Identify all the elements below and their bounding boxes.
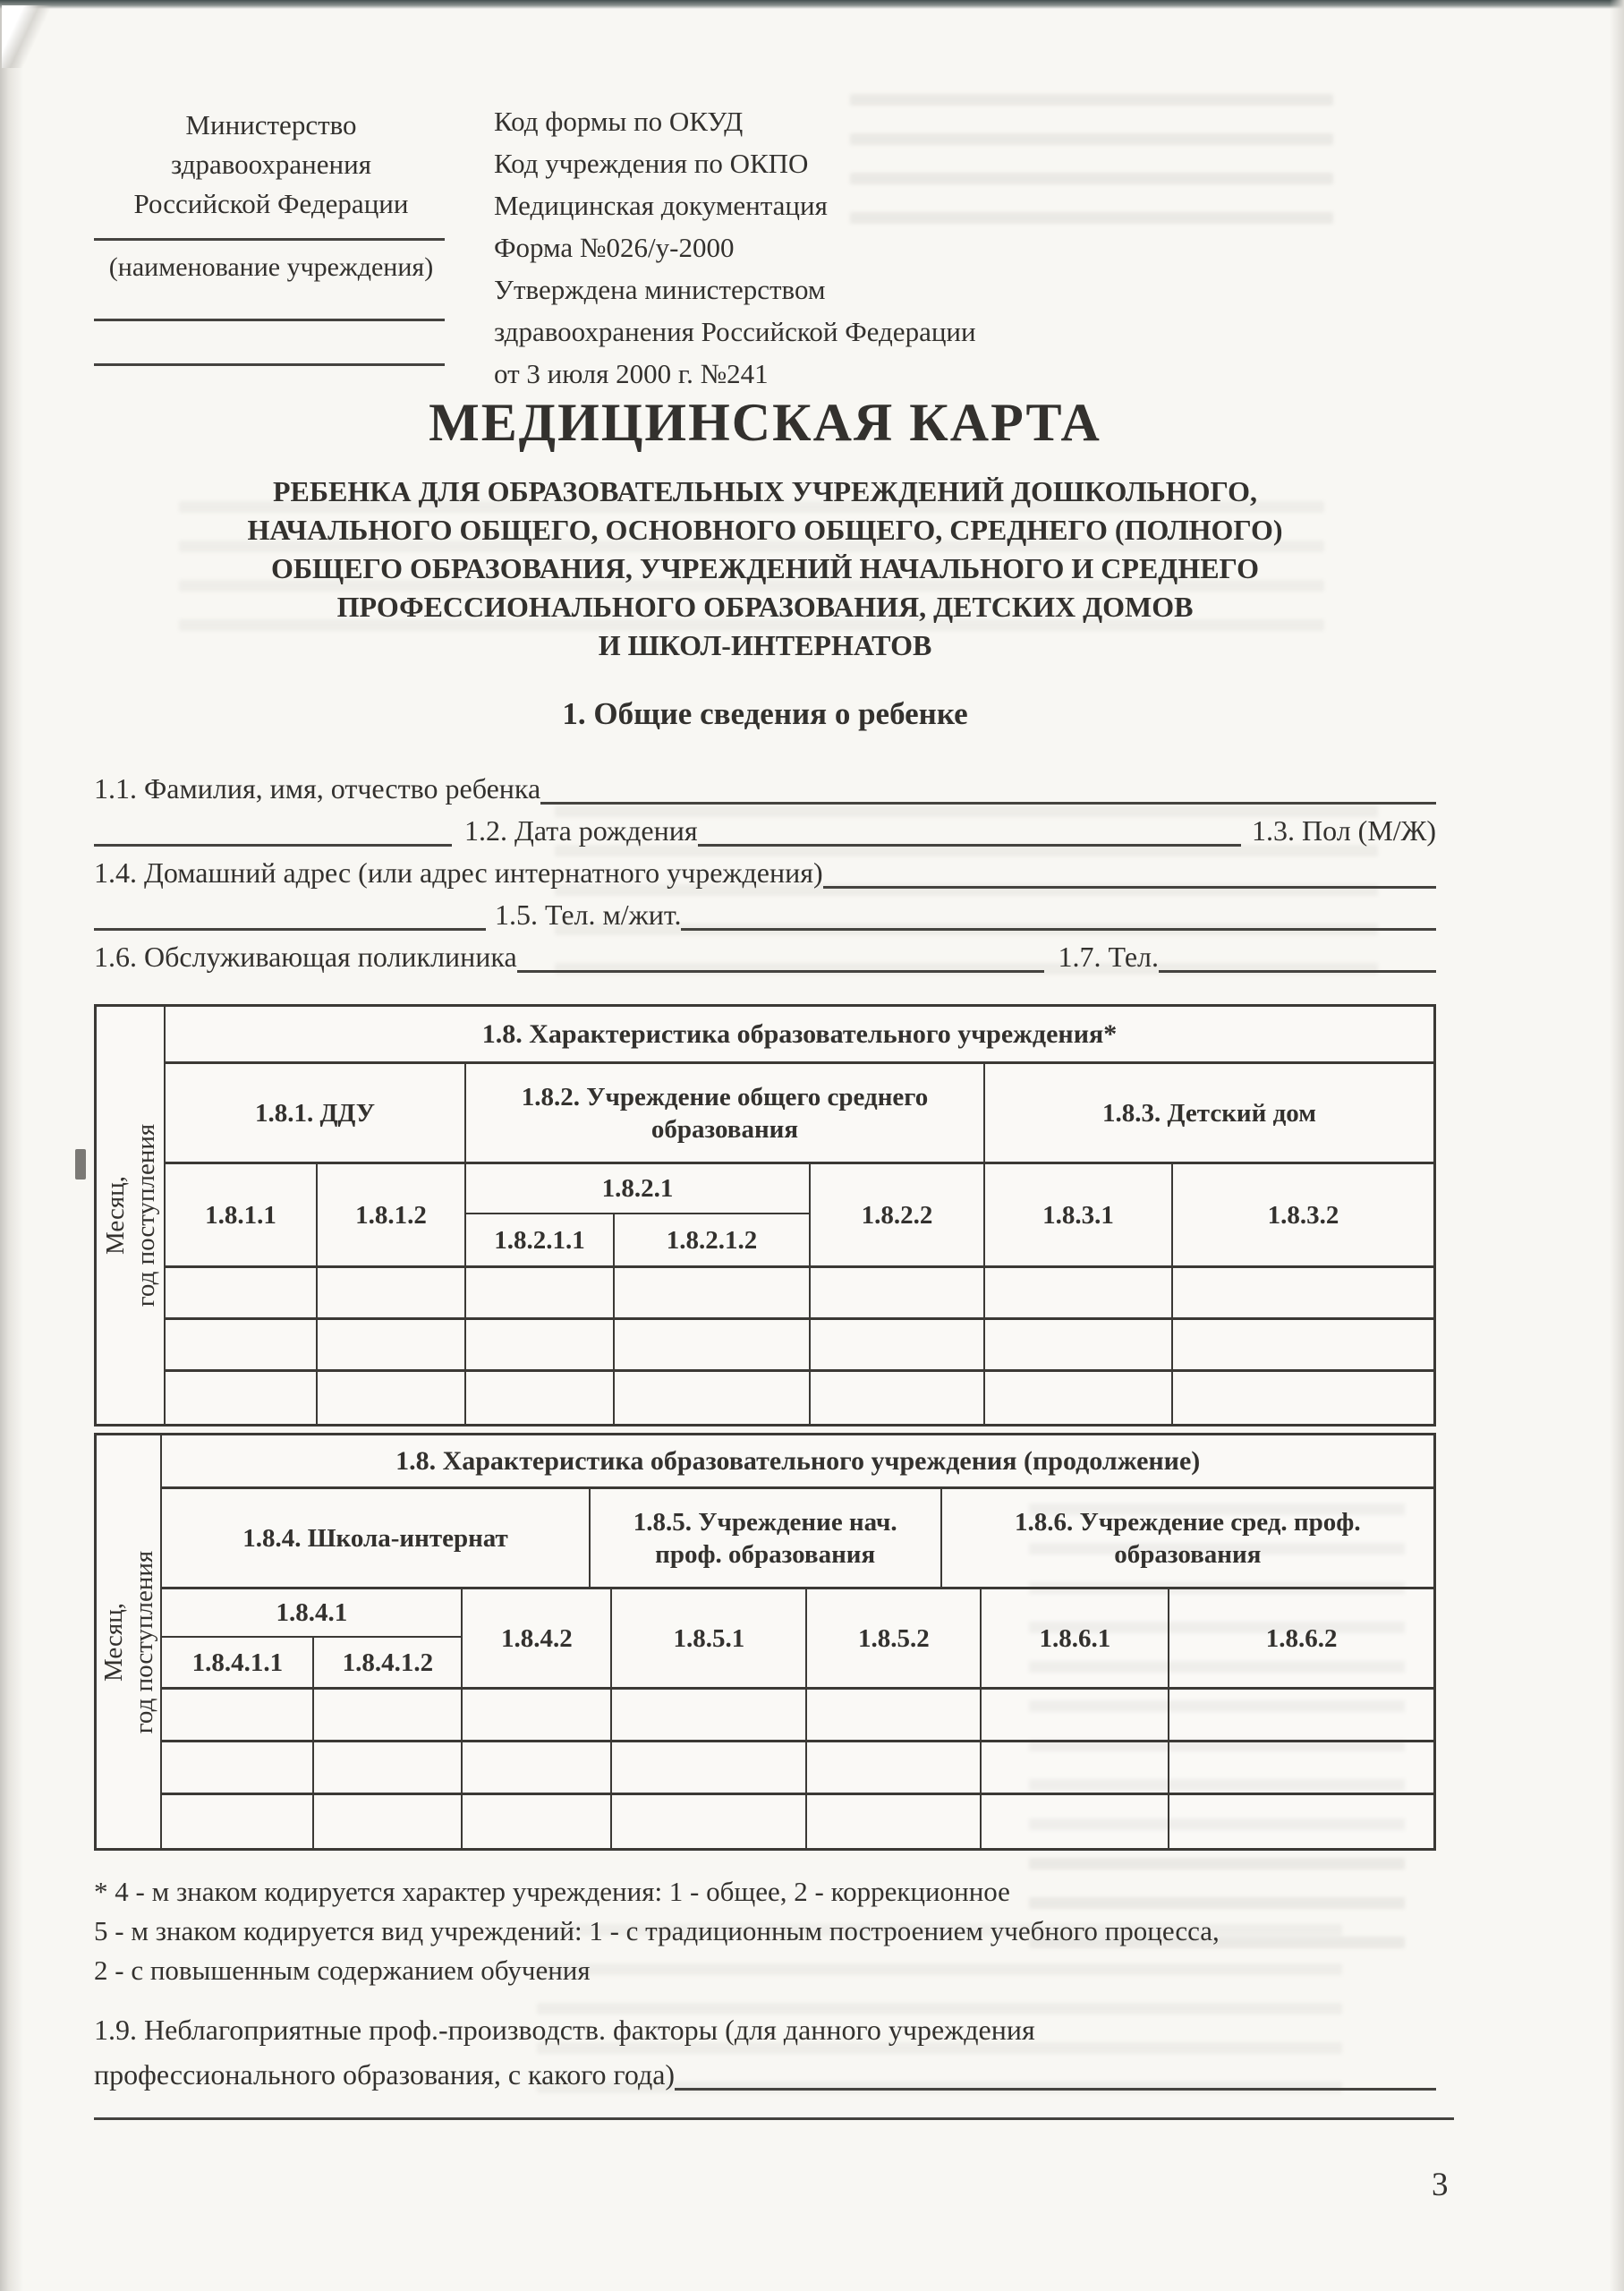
issuing-ministry-block [94, 106, 448, 224]
institution-name-caption: (наименование учреждения) [108, 252, 434, 282]
empty-cell [162, 1742, 314, 1793]
empty-cell [166, 1268, 318, 1317]
code-cell-1861: 1.8.6.1 [982, 1589, 1169, 1687]
code-cell-1851: 1.8.5.1 [612, 1589, 807, 1687]
table1-group-header-row [166, 1064, 1433, 1164]
footnote-line-3: 2 - с повышенным содержанием обучения [94, 1955, 591, 1986]
admission-month-year-label [100, 1124, 161, 1307]
code-cell-1821: 1.8.2.1 [466, 1164, 809, 1214]
section-1-heading: 1. Общие сведения о ребенке [562, 696, 968, 731]
empty-cell [466, 1268, 615, 1317]
blank-line [94, 319, 445, 321]
field-1-9-block [94, 2001, 1436, 2091]
empty-cell [318, 1372, 466, 1424]
table1-subheader-row [166, 1164, 1433, 1268]
group-boarding-school: 1.8.4. Школа-интернат [162, 1489, 590, 1587]
empty-cell [466, 1372, 615, 1424]
table2-group-header-row [162, 1489, 1433, 1589]
empty-cell [985, 1268, 1173, 1317]
field-row-adverse-factors-2 [94, 2046, 1436, 2091]
empty-cell [615, 1268, 811, 1317]
empty-cell [811, 1320, 985, 1369]
empty-cell [612, 1742, 807, 1793]
field-row-phone [94, 889, 1436, 931]
footnote-line-1: * 4 - м знаком кодируется характер учреждения: 1 - общее, 2 - коррекционное [94, 1876, 1010, 1907]
institution-characteristics-table-continued [94, 1433, 1436, 1851]
empty-cell [1173, 1372, 1433, 1424]
empty-cell [985, 1320, 1173, 1369]
bottom-blank-line [94, 2117, 1454, 2120]
okpo-code-label: Код учреждения по ОКПО [494, 148, 809, 179]
code-cell-18412: 1.8.4.1.2 [342, 1648, 434, 1677]
field-row-polyclinic [94, 931, 1436, 973]
form-number-label: Форма №026/у-2000 [494, 232, 735, 263]
table-row [166, 1320, 1433, 1372]
empty-cell [807, 1742, 982, 1793]
subtitle-line: НАЧАЛЬНОГО ОБЩЕГО, ОСНОВНОГО ОБЩЕГО, СРЕДНЕГО (ПОЛНОГО) [247, 514, 1283, 546]
subtitle-line: РЕБЕНКА ДЛЯ ОБРАЗОВАТЕЛЬНЫХ УЧРЕЖДЕНИЙ ДОШКОЛЬНОГО, [273, 475, 1257, 507]
empty-cell [807, 1795, 982, 1848]
empty-cell [1169, 1742, 1433, 1793]
address-blank-continued [94, 913, 486, 931]
empty-cell [811, 1372, 985, 1424]
table-footnote [94, 1872, 1409, 1990]
code-cell-1812: 1.8.1.2 [318, 1164, 466, 1265]
home-phone-label: 1.5. Тел. м/жит. [495, 899, 682, 932]
empty-cell [463, 1795, 612, 1848]
row-label-line1: Месяц, [100, 1176, 130, 1255]
empty-cell [1173, 1268, 1433, 1317]
general-info-fields [94, 762, 1436, 973]
field-row-birth-date-sex [94, 805, 1436, 847]
polyclinic-phone-blank [1159, 955, 1436, 973]
empty-cell [463, 1742, 612, 1793]
empty-cell [615, 1320, 811, 1369]
page-number: 3 [1432, 2167, 1449, 2203]
empty-cell [811, 1268, 985, 1317]
empty-cell [466, 1320, 615, 1369]
table-row [166, 1268, 1433, 1320]
medical-documentation-label: Медицинская документация [494, 190, 828, 221]
blank-line [94, 363, 445, 366]
birth-date-label: 1.2. Дата рождения [464, 814, 698, 847]
empty-cell [982, 1795, 1169, 1848]
polyclinic-label: 1.6. Обслуживающая поликлиника [94, 941, 517, 974]
code-cell-1841: 1.8.4.1 [162, 1589, 461, 1638]
institution-name-blank-line [94, 238, 445, 241]
child-name-blank-continued [94, 829, 452, 847]
field-row-home-address [94, 847, 1436, 889]
empty-cell [807, 1690, 982, 1740]
table2-title: 1.8. Характеристика образовательного учреждения (продолжение) [162, 1435, 1433, 1489]
empty-cell [985, 1372, 1173, 1424]
empty-cell [318, 1268, 466, 1317]
admission-month-year-column [97, 1007, 166, 1424]
ministry-line-2: Российской Федерации [133, 188, 409, 219]
adverse-factors-label-line2: профессионального образования, с какого года) [94, 2058, 676, 2091]
empty-cell [166, 1372, 318, 1424]
approval-line-3: от 3 июля 2000 г. №241 [494, 358, 769, 389]
admission-month-year-label [98, 1550, 159, 1733]
ministry-line-1: Министерство здравоохранения [171, 109, 371, 180]
table-row [162, 1795, 1433, 1848]
adverse-factors-blank [675, 2073, 1436, 2091]
home-phone-blank [681, 913, 1436, 931]
home-address-blank [823, 871, 1436, 889]
document-subtitle [94, 473, 1436, 665]
polyclinic-phone-label: 1.7. Тел. [1058, 941, 1159, 974]
scan-artifact-mark [75, 1149, 86, 1180]
subtitle-line: ПРОФЕССИОНАЛЬНОГО ОБРАЗОВАНИЯ, ДЕТСКИХ ДОМОВ [336, 591, 1194, 623]
institution-characteristics-table [94, 1004, 1436, 1427]
subtitle-line: ОБЩЕГО ОБРАЗОВАНИЯ, УЧРЕЖДЕНИЙ НАЧАЛЬНОГО И СРЕДНЕГО [271, 552, 1259, 584]
page-corner-curl [2, 5, 82, 68]
table-row [162, 1690, 1433, 1742]
empty-cell [1173, 1320, 1433, 1369]
empty-cell [982, 1690, 1169, 1740]
approval-line-2: здравоохранения Российской Федерации [494, 316, 976, 347]
document-title: МЕДИЦИНСКАЯ КАРТА [429, 393, 1101, 452]
field-row-adverse-factors-1 [94, 2001, 1436, 2046]
empty-cell [314, 1742, 463, 1793]
child-name-label: 1.1. Фамилия, имя, отчество ребенка [94, 772, 541, 805]
form-codes-block [494, 100, 1120, 395]
group-primary-vocational: 1.8.5. Учреждение нач. проф. образования [591, 1489, 942, 1587]
code-group-1821 [466, 1164, 811, 1265]
footnote-line-2: 5 - м знаком кодируется вид учреждений: 1 - с традиционным построением учебного процесса, [94, 1915, 1220, 1946]
code-cell-1842: 1.8.4.2 [463, 1589, 612, 1687]
code-cell-18212: 1.8.2.1.2 [666, 1225, 758, 1255]
table-row [166, 1372, 1433, 1424]
empty-cell [1169, 1690, 1433, 1740]
scan-edge-right [1610, 0, 1624, 2291]
empty-cell [982, 1742, 1169, 1793]
empty-cell [166, 1320, 318, 1369]
code-cell-1852: 1.8.5.2 [807, 1589, 982, 1687]
code-cell-1832: 1.8.3.2 [1267, 1200, 1339, 1230]
code-cell-1811: 1.8.1.1 [166, 1164, 318, 1265]
group-ddu: 1.8.1. ДДУ [166, 1064, 466, 1162]
empty-cell [612, 1690, 807, 1740]
empty-cell [318, 1320, 466, 1369]
row-label-line1: Месяц, [98, 1602, 128, 1682]
code-subrow-1821 [466, 1214, 809, 1265]
code-cell-1862: 1.8.6.2 [1265, 1623, 1338, 1653]
empty-cell [314, 1795, 463, 1848]
code-group-1841 [162, 1589, 463, 1687]
code-cell-18411: 1.8.4.1.1 [162, 1638, 314, 1687]
adverse-factors-label-line1: 1.9. Неблагоприятные проф.-производств. факторы (для данного учреждения [94, 2014, 1035, 2047]
empty-cell [463, 1690, 612, 1740]
table2-subheader-row [162, 1589, 1433, 1690]
empty-cell [162, 1795, 314, 1848]
code-subrow-1841 [162, 1638, 461, 1687]
scan-edge-top [0, 0, 1624, 9]
code-cell-1822: 1.8.2.2 [811, 1164, 985, 1265]
child-name-blank [540, 787, 1436, 805]
okud-code-label: Код формы по ОКУД [494, 106, 744, 137]
empty-cell [1169, 1795, 1433, 1848]
polyclinic-blank [517, 955, 1044, 973]
row-label-line2: год поступления [129, 1550, 158, 1733]
sex-label: 1.3. Пол (М/Ж) [1252, 814, 1436, 847]
home-address-label: 1.4. Домашний адрес (или адрес интернатного учреждения) [94, 856, 823, 890]
code-cell-1831: 1.8.3.1 [985, 1164, 1173, 1265]
empty-cell [314, 1690, 463, 1740]
group-general-secondary: 1.8.2. Учреждение общего среднего образования [466, 1064, 985, 1162]
table1-title: 1.8. Характеристика образовательного учреждения* [166, 1007, 1433, 1064]
scan-edge-left [0, 0, 23, 2291]
row-label-line2: год поступления [131, 1123, 160, 1307]
empty-cell [162, 1690, 314, 1740]
table-row [162, 1742, 1433, 1795]
group-secondary-vocational: 1.8.6. Учреждение сред. проф. образования [1015, 1507, 1361, 1569]
field-row-child-name [94, 762, 1436, 805]
group-orphanage: 1.8.3. Детский дом [1102, 1098, 1316, 1128]
empty-cell [612, 1795, 807, 1848]
admission-month-year-column [97, 1435, 162, 1848]
approval-line-1: Утверждена министерством [494, 274, 826, 305]
empty-cell [615, 1372, 811, 1424]
birth-date-blank [698, 829, 1241, 847]
code-cell-18211: 1.8.2.1.1 [466, 1214, 615, 1265]
subtitle-line: И ШКОЛ-ИНТЕРНАТОВ [598, 629, 932, 661]
